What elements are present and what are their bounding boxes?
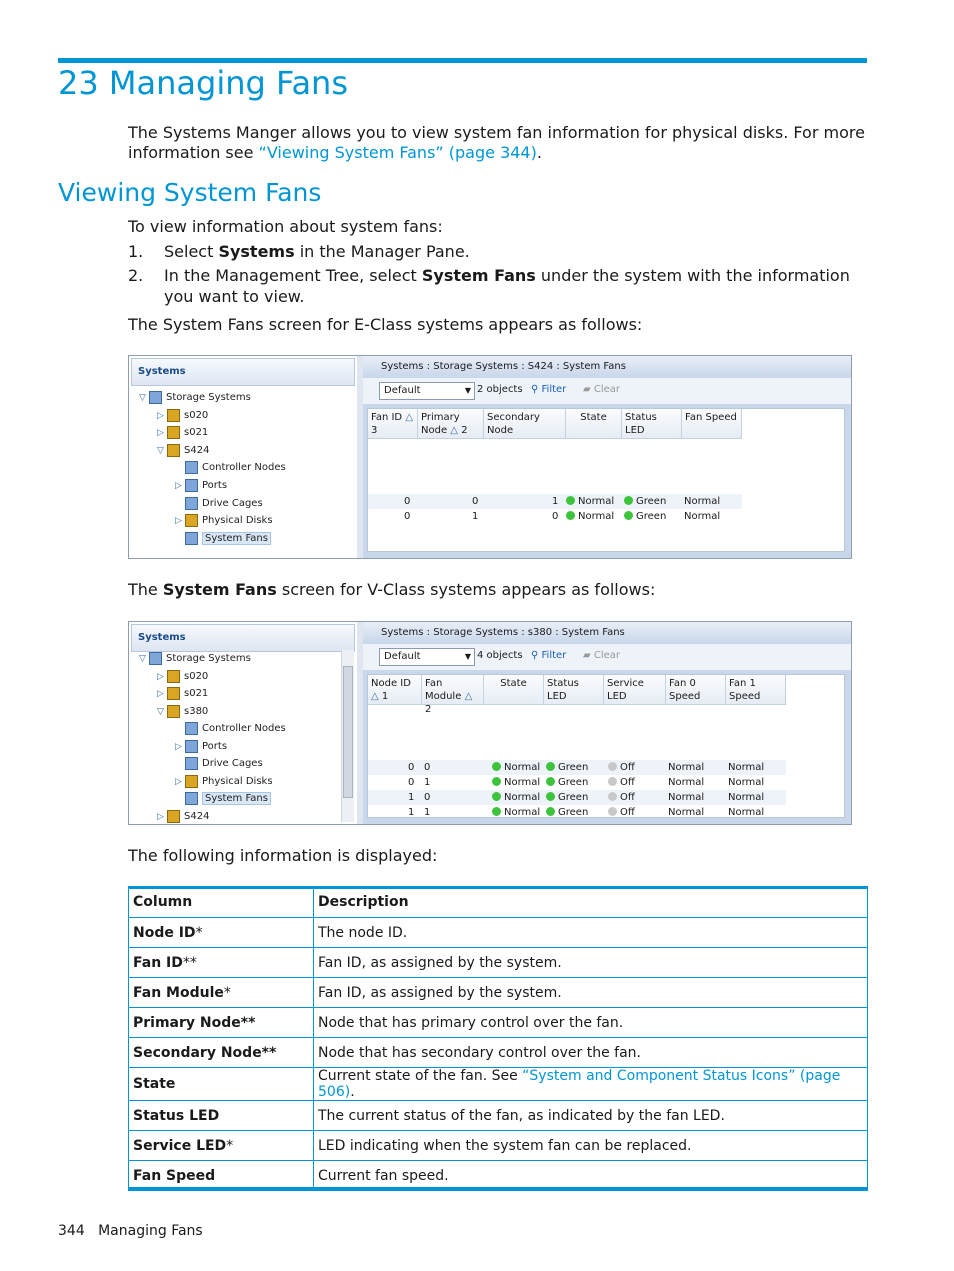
toolbar (363, 644, 851, 670)
tree-item[interactable]: ▷ Ports (175, 741, 228, 752)
table-cell: Node that has primary control over the fan. (314, 1008, 868, 1038)
toolbar (363, 378, 851, 404)
filter-button[interactable]: ⚲ Filter (531, 650, 567, 661)
grid-cell: 1 (472, 511, 479, 522)
chevron-down-icon: ▼ (464, 652, 471, 661)
grid-cell: 1 (408, 792, 415, 803)
status-green-icon (624, 511, 633, 520)
grid-cell: Green (546, 775, 588, 790)
grid-cell: 0 (552, 511, 559, 522)
grid-cell: 0 (424, 762, 431, 773)
grid-cell: Green (546, 790, 588, 805)
tree-item[interactable]: ▽ S424 (157, 445, 210, 456)
storage-icon (149, 652, 162, 665)
table-row (129, 978, 868, 1008)
table-bottom-rule (128, 1187, 868, 1190)
status-off-icon (608, 807, 617, 816)
col-header[interactable]: Primary Node △ 2 (418, 409, 484, 439)
filter-icon: ⚲ (531, 650, 539, 661)
fans-grid (367, 408, 845, 552)
fan-icon (185, 532, 198, 545)
table-row (129, 918, 868, 948)
table-cell: Secondary Node** (129, 1038, 314, 1068)
ports-icon (185, 740, 198, 753)
tree-item[interactable]: ▷ Ports (175, 480, 228, 491)
grid-cell: Normal (566, 494, 614, 509)
pane-title: Systems : Storage Systems : S424 : System Fans (363, 356, 851, 378)
page-number: 344 (58, 1223, 85, 1239)
status-green-icon (546, 792, 555, 801)
grid-cell: Green (624, 494, 666, 509)
displayed-intro: The following information is displayed: (128, 846, 438, 865)
status-green-icon (492, 807, 501, 816)
status-green-icon (546, 762, 555, 771)
system-icon (167, 409, 180, 422)
grid-cell: Off (608, 760, 635, 775)
cages-icon (185, 497, 198, 510)
status-green-icon (546, 807, 555, 816)
chapter-rule (58, 58, 867, 63)
grid-cell: Green (546, 805, 588, 820)
table-cell: Fan Module* (129, 978, 314, 1008)
table-row (129, 1068, 868, 1101)
nodes-icon (185, 461, 198, 474)
grid-cell: Normal (668, 792, 705, 803)
fans-pane (363, 622, 851, 824)
grid-cell: Normal (492, 790, 540, 805)
col-header[interactable]: Service LED (604, 675, 666, 705)
table-row (129, 1101, 868, 1131)
object-count: 4 objects (477, 650, 523, 661)
grid-cell: Off (608, 775, 635, 790)
col-header[interactable]: Fan 0 Speed (666, 675, 726, 705)
system-icon (167, 810, 180, 823)
grid-cell: Normal (566, 509, 614, 524)
grid-cell: Normal (668, 762, 705, 773)
pane-title: Systems : Storage Systems : s380 : System Fans (363, 622, 851, 644)
tree-item[interactable]: ▽ Storage Systems (139, 392, 251, 403)
status-green-icon (492, 777, 501, 786)
system-icon (167, 426, 180, 439)
grid-cell: Normal (668, 807, 705, 818)
tree-item[interactable]: ▷ Physical Disks (175, 515, 273, 526)
eclass-caption: The System Fans screen for E-Class systems appears as follows: (128, 315, 643, 334)
fan-icon (185, 792, 198, 805)
table-cell: Status LED (129, 1101, 314, 1131)
step-text: In the Management Tree, select System Fans under the system with the information you want to view. (164, 266, 850, 306)
col-header[interactable]: Fan Speed (682, 409, 742, 439)
col-header[interactable]: Fan Module △ 2 (422, 675, 484, 705)
grid-cell: Normal (492, 805, 540, 820)
tree-scrollbar[interactable] (341, 650, 354, 822)
status-green-icon (492, 762, 501, 771)
grid-cell: Green (546, 760, 588, 775)
status-icons-link[interactable]: “System and Component Status Icons” (page 506) (318, 1068, 841, 1100)
systems-pane (129, 622, 358, 824)
cages-icon (185, 757, 198, 770)
grid-cell: 0 (424, 792, 431, 803)
table-cell: Node that has secondary control over the fan. (314, 1038, 868, 1068)
ports-icon (185, 479, 198, 492)
pane-header: Systems (131, 358, 355, 386)
table-row (129, 1131, 868, 1161)
table-cell: The node ID. (314, 918, 868, 948)
scrollbar-thumb[interactable] (343, 666, 353, 798)
tree-item[interactable]: Drive Cages (175, 755, 263, 772)
step-number: 2. (128, 266, 144, 285)
grid-cell: Normal (492, 760, 540, 775)
grid-cell: Off (608, 805, 635, 820)
table-cell: Fan ID, as assigned by the system. (314, 948, 868, 978)
table-row (129, 948, 868, 978)
view-dropdown[interactable]: Default ▼ (379, 648, 475, 666)
info-table (128, 886, 868, 1191)
tree-item[interactable]: ▽ Storage Systems (139, 653, 251, 664)
status-off-icon (608, 777, 617, 786)
grid-cell: Normal (492, 775, 540, 790)
system-icon (167, 687, 180, 700)
grid-cell: Green (624, 509, 666, 524)
tree-item-selected[interactable]: System Fans (175, 530, 271, 547)
tree-item[interactable]: ▷ s020 (157, 671, 209, 682)
grid-cell: 1 (424, 777, 431, 788)
chevron-down-icon: ▼ (464, 386, 471, 395)
clear-icon: ▰ (583, 384, 591, 395)
table-cell: Current fan speed. (314, 1161, 868, 1191)
tree-item[interactable]: ▷ s021 (157, 427, 209, 438)
object-count: 2 objects (477, 384, 523, 395)
tree-item[interactable]: ▽ s380 (157, 706, 209, 717)
fans-pane (363, 356, 851, 558)
grid-cell: 0 (472, 496, 479, 507)
grid-cell: 0 (404, 496, 411, 507)
system-icon (167, 705, 180, 718)
page-footer (58, 1223, 203, 1239)
grid-cell: Normal (668, 777, 705, 788)
tree-item[interactable]: Controller Nodes (175, 720, 286, 737)
tree-item-selected[interactable]: System Fans (175, 790, 271, 807)
nodes-icon (185, 722, 198, 735)
table-cell: LED indicating when the system fan can be replaced. (314, 1131, 868, 1161)
col-header[interactable]: Secondary Node (484, 409, 566, 439)
grid-cell: 0 (408, 762, 415, 773)
table-cell: Fan ID, as assigned by the system. (314, 978, 868, 1008)
grid-cell: Normal (728, 792, 765, 803)
tree-item[interactable]: Controller Nodes (175, 459, 286, 476)
pane-header: Systems (131, 624, 355, 652)
grid-cell: Normal (684, 511, 721, 522)
chapter-title: 23 Managing Fans (58, 64, 348, 102)
table-cell: Fan Speed (129, 1161, 314, 1191)
viewing-system-fans-link[interactable]: “Viewing System Fans” (page 344) (258, 143, 537, 162)
table-header: Description (314, 887, 868, 918)
vclass-screenshot (128, 621, 852, 825)
table-top-rule (128, 886, 868, 889)
fans-grid (367, 674, 845, 818)
grid-cell: 1 (408, 807, 415, 818)
tree-item[interactable]: Drive Cages (175, 495, 263, 512)
col-header[interactable]: Status LED (544, 675, 604, 705)
table-cell: Node ID* (129, 918, 314, 948)
tree-item[interactable]: ▷ S424 (157, 811, 210, 822)
storage-icon (149, 391, 162, 404)
systems-pane (129, 356, 358, 558)
filter-button[interactable]: ⚲ Filter (531, 384, 567, 395)
col-header[interactable]: Fan ID △ 3 (368, 409, 418, 439)
grid-cell: Normal (728, 762, 765, 773)
filter-icon: ⚲ (531, 384, 539, 395)
table-cell: Fan ID** (129, 948, 314, 978)
system-icon (167, 670, 180, 683)
status-green-icon (546, 777, 555, 786)
intro-paragraph: The Systems Manger allows you to view system fan information for physical disks. For more information see “Viewing System Fans” (page 344). (128, 123, 865, 162)
col-header[interactable]: State (484, 675, 544, 705)
table-cell: Primary Node** (129, 1008, 314, 1038)
table-cell: Current state of the fan. See “System and Component Status Icons” (page 506). (314, 1068, 868, 1101)
table-header-row (129, 887, 868, 918)
system-icon (167, 444, 180, 457)
steps-intro: To view information about system fans: (128, 217, 443, 236)
grid-cell: Off (608, 790, 635, 805)
table-cell: The current status of the fan, as indicated by the fan LED. (314, 1101, 868, 1131)
tree-item[interactable]: ▷ s021 (157, 688, 209, 699)
grid-cell: Normal (684, 496, 721, 507)
clear-icon: ▰ (583, 650, 591, 661)
status-green-icon (492, 792, 501, 801)
grid-cell: 0 (404, 511, 411, 522)
table-cell: State (129, 1068, 314, 1101)
section-title: Viewing System Fans (58, 178, 322, 207)
table-row (129, 1161, 868, 1191)
col-header[interactable]: State (566, 409, 622, 439)
status-green-icon (566, 511, 575, 520)
grid-cell: 1 (552, 496, 559, 507)
col-header[interactable]: Status LED (622, 409, 682, 439)
status-off-icon (608, 792, 617, 801)
table-cell: Service LED* (129, 1131, 314, 1161)
status-green-icon (566, 496, 575, 505)
disks-icon (185, 514, 198, 527)
status-green-icon (624, 496, 633, 505)
grid-cell: 1 (424, 807, 431, 818)
vclass-caption: The System Fans screen for V-Class systems appears as follows: (128, 580, 656, 599)
tree-item[interactable]: ▷ Physical Disks (175, 776, 273, 787)
step-text: Select Systems in the Manager Pane. (164, 242, 470, 261)
tree-item[interactable]: ▷ s020 (157, 410, 209, 421)
footer-title: Managing Fans (98, 1223, 203, 1239)
disks-icon (185, 775, 198, 788)
clear-button[interactable]: ▰ Clear (583, 650, 621, 661)
grid-cell: Normal (728, 777, 765, 788)
table-row (129, 1008, 868, 1038)
grid-cell: 0 (408, 777, 415, 788)
status-off-icon (608, 762, 617, 771)
col-header[interactable]: Node ID △ 1 (368, 675, 422, 705)
view-dropdown[interactable]: Default ▼ (379, 382, 475, 400)
clear-button[interactable]: ▰ Clear (583, 384, 621, 395)
step-number: 1. (128, 242, 144, 261)
eclass-screenshot (128, 355, 852, 559)
table-row (129, 1038, 868, 1068)
grid-cell: Normal (728, 807, 765, 818)
col-header[interactable]: Fan 1 Speed (726, 675, 786, 705)
table-header: Column (129, 887, 314, 918)
